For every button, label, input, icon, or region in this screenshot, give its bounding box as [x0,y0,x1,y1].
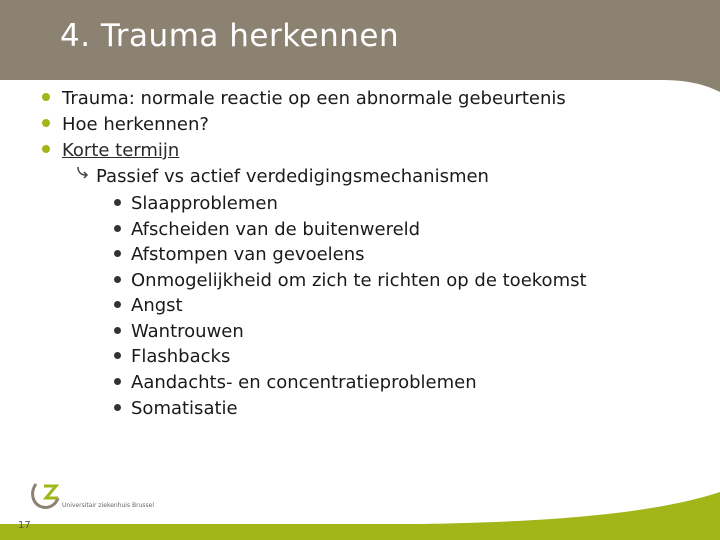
bullet-level3 [114,219,420,241]
bullet-dot [114,352,121,359]
bullet-text: Flashbacks [131,346,231,367]
title-bar [0,0,720,80]
bullet-text: Hoe herkennen? [62,114,209,135]
bullet-dot [114,327,121,334]
bullet-level3 [114,295,183,317]
bullet-text: Somatisatie [131,398,238,419]
bullet-dot [114,404,121,411]
slide-title: 4. Trauma herkennen [60,18,400,54]
bullet-text: Slaapproblemen [131,193,278,214]
bullet-level1 [42,114,209,136]
bullet-level1 [42,140,179,162]
bullet-dot [114,225,121,232]
bullet-dot [114,301,121,308]
bullet-text: Korte termijn [62,140,180,161]
bullet-text: Trauma: normale reactie op een abnormale gebeurtenis [62,88,566,109]
bullet-text: Angst [131,295,183,316]
bullet-level3 [114,244,365,266]
arrow-hook-icon [76,165,96,187]
logo-text: Universitair ziekenhuis Brussel [62,502,154,509]
bullet-level3 [114,193,278,215]
bullet-dot [114,250,121,257]
bullet-text: Afscheiden van de buitenwereld [131,219,421,240]
bullet-text: Afstompen van gevoelens [131,244,365,265]
bullet-text: Wantrouwen [131,321,244,342]
bullet-dot [42,145,50,153]
bullet-dot [114,276,121,283]
bullet-level3 [114,321,244,343]
bullet-level3 [114,346,230,368]
bullet-level1 [42,88,566,110]
bullet-text: Aandachts- en concentratieproblemen [131,372,477,393]
bullet-dot [42,93,50,101]
bullet-text: Onmogelijkheid om zich te richten op de toekomst [131,270,587,291]
page-number: 17 [18,520,31,531]
bullet-level3 [114,398,238,420]
bullet-text: Passief vs actief verdedigingsmechanismen [96,166,489,187]
bullet-dot [114,199,121,206]
bullet-dot [42,119,50,127]
bullet-dot [114,378,121,385]
bullet-level3 [114,372,477,394]
bullet-level2 [76,166,489,188]
bullet-level3 [114,270,587,292]
